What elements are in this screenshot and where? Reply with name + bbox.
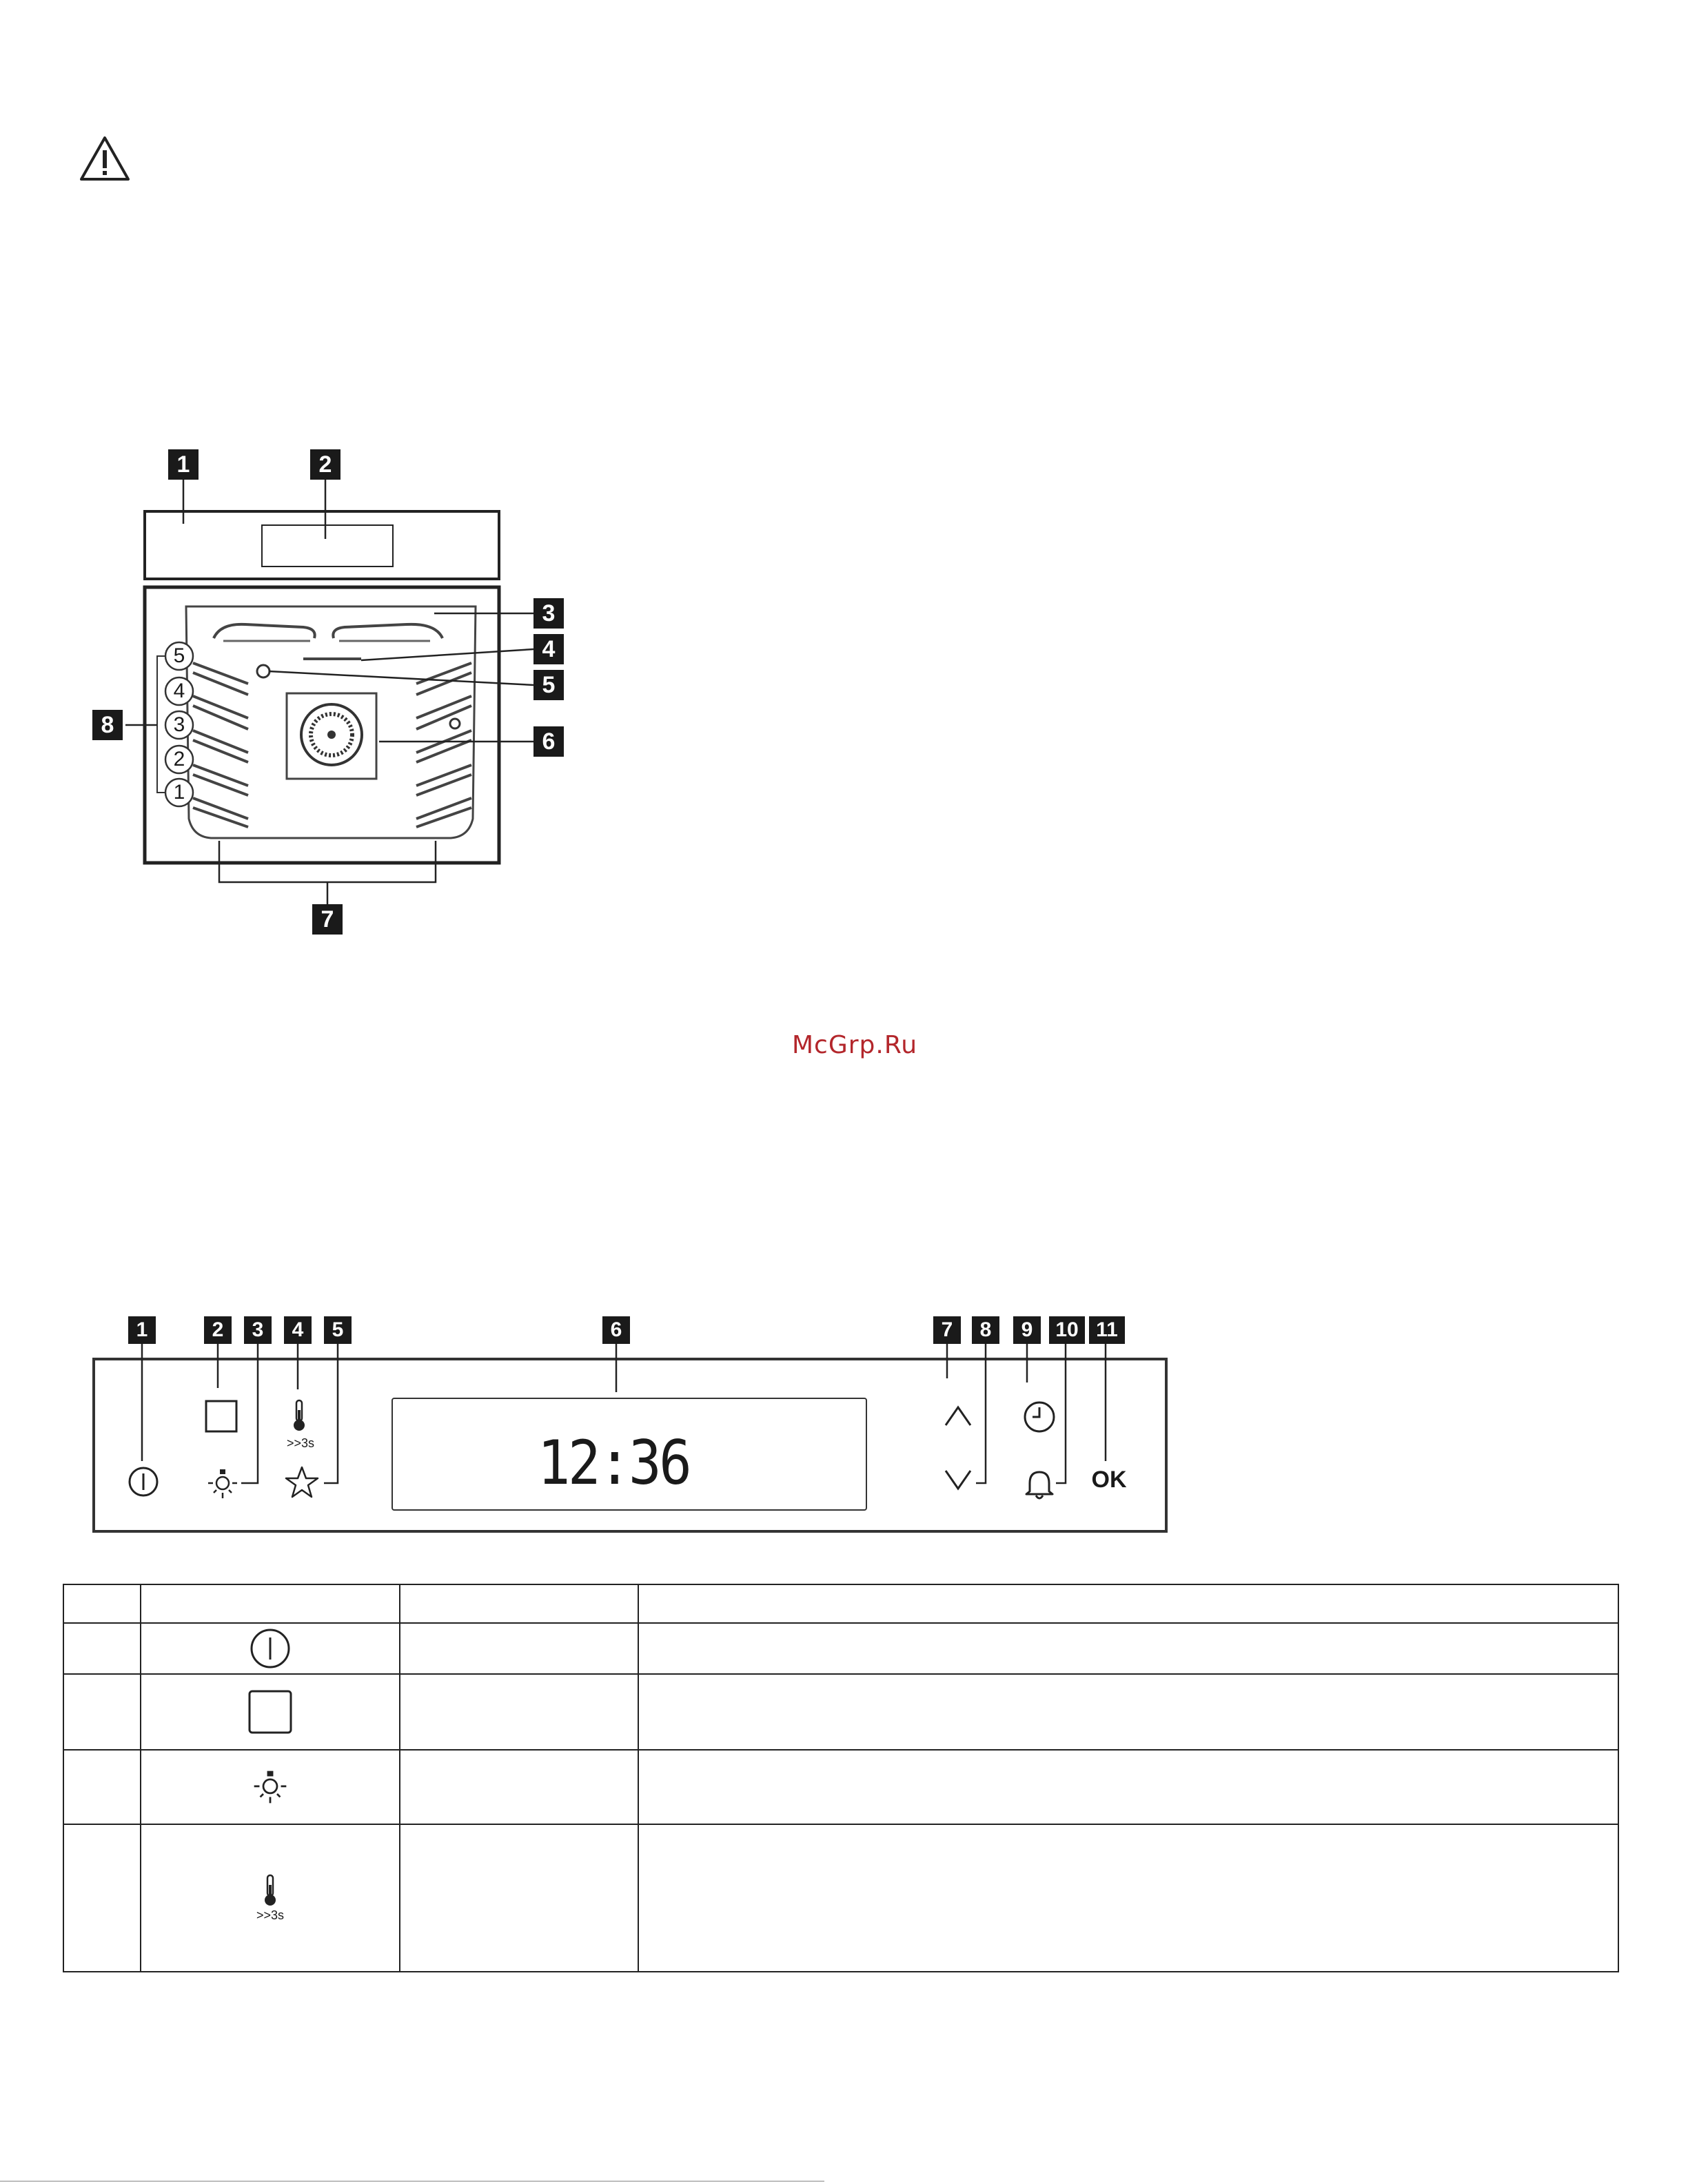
table-header-row bbox=[63, 1584, 1618, 1623]
shelf-level-3: 3 bbox=[173, 713, 185, 736]
table-cell bbox=[63, 1750, 141, 1824]
panel-callout-4: 4 bbox=[284, 1316, 312, 1344]
oven-callout-6: 6 bbox=[533, 726, 564, 757]
table-header-cell bbox=[400, 1584, 638, 1623]
favourite-star-button[interactable] bbox=[284, 1465, 320, 1500]
panel-callout-8: 8 bbox=[972, 1316, 999, 1344]
table-cell-icon bbox=[141, 1824, 400, 1972]
table-header-cell bbox=[141, 1584, 400, 1623]
shelf-level-4: 4 bbox=[173, 680, 185, 702]
panel-callout-7: 7 bbox=[933, 1316, 961, 1344]
table-cell bbox=[400, 1623, 638, 1674]
table-cell-icon bbox=[141, 1750, 400, 1824]
table-row bbox=[63, 1750, 1618, 1824]
oven-callout-5: 5 bbox=[533, 670, 564, 700]
minute-minder-bell-button[interactable] bbox=[1021, 1465, 1057, 1501]
thermometer-icon bbox=[262, 1874, 278, 1907]
shelf-level-1: 1 bbox=[173, 781, 185, 804]
clock-button[interactable] bbox=[1021, 1399, 1057, 1435]
oven-callout-2: 2 bbox=[310, 449, 340, 480]
table-cell-icon bbox=[141, 1623, 400, 1674]
watermark: McGrp.Ru bbox=[791, 1031, 918, 1059]
panel-callout-11: 11 bbox=[1089, 1316, 1125, 1344]
thermometer-sublabel: >>3s bbox=[256, 1908, 285, 1922]
oven-callout-4: 4 bbox=[533, 634, 564, 664]
table-cell bbox=[400, 1674, 638, 1750]
oven-callout-3: 3 bbox=[533, 598, 564, 629]
oven-callout-1: 1 bbox=[168, 449, 199, 480]
table-cell bbox=[638, 1674, 1618, 1750]
oven-diagram bbox=[83, 441, 579, 937]
oven-light-button[interactable] bbox=[204, 1467, 241, 1501]
panel-callout-6: 6 bbox=[602, 1316, 630, 1344]
functions-table bbox=[63, 1584, 1619, 1972]
power-button[interactable] bbox=[127, 1465, 160, 1498]
shelf-level-5: 5 bbox=[173, 644, 185, 667]
bottom-rule bbox=[0, 2181, 824, 2182]
oven-callout-7: 7 bbox=[312, 904, 343, 935]
power-icon bbox=[248, 1626, 292, 1671]
panel-callout-1: 1 bbox=[128, 1316, 156, 1344]
table-cell bbox=[638, 1623, 1618, 1674]
table-row bbox=[63, 1824, 1618, 1972]
table-cell bbox=[63, 1674, 141, 1750]
table-cell bbox=[638, 1824, 1618, 1972]
oven-callout-8: 8 bbox=[92, 710, 123, 740]
table-row bbox=[63, 1623, 1618, 1674]
panel-callout-2: 2 bbox=[204, 1316, 232, 1344]
panel-callout-10: 10 bbox=[1049, 1316, 1085, 1344]
up-arrow-button[interactable] bbox=[943, 1403, 973, 1428]
ok-button[interactable]: OK bbox=[1091, 1467, 1127, 1493]
panel-callout-3: 3 bbox=[244, 1316, 272, 1344]
down-arrow-button[interactable] bbox=[943, 1468, 973, 1493]
table-header-cell bbox=[638, 1584, 1618, 1623]
fast-heat-up-button[interactable] bbox=[291, 1399, 307, 1432]
shelf-level-2: 2 bbox=[173, 748, 185, 770]
panel-callout-9: 9 bbox=[1013, 1316, 1041, 1344]
table-cell bbox=[400, 1750, 638, 1824]
table-cell bbox=[400, 1824, 638, 1972]
table-cell-icon bbox=[141, 1674, 400, 1750]
warning-triangle-icon bbox=[79, 135, 131, 183]
heating-function-button[interactable] bbox=[204, 1399, 238, 1433]
display-time: 12:36 bbox=[537, 1427, 690, 1498]
table-row bbox=[63, 1674, 1618, 1750]
table-cell bbox=[63, 1824, 141, 1972]
panel-callout-5: 5 bbox=[324, 1316, 352, 1344]
fast-heat-up-sublabel: >>3s bbox=[286, 1436, 315, 1450]
table-cell bbox=[638, 1750, 1618, 1824]
table-cell bbox=[63, 1623, 141, 1674]
table-header-cell bbox=[63, 1584, 141, 1623]
oven-light-icon bbox=[250, 1768, 291, 1806]
square-icon bbox=[247, 1689, 293, 1735]
